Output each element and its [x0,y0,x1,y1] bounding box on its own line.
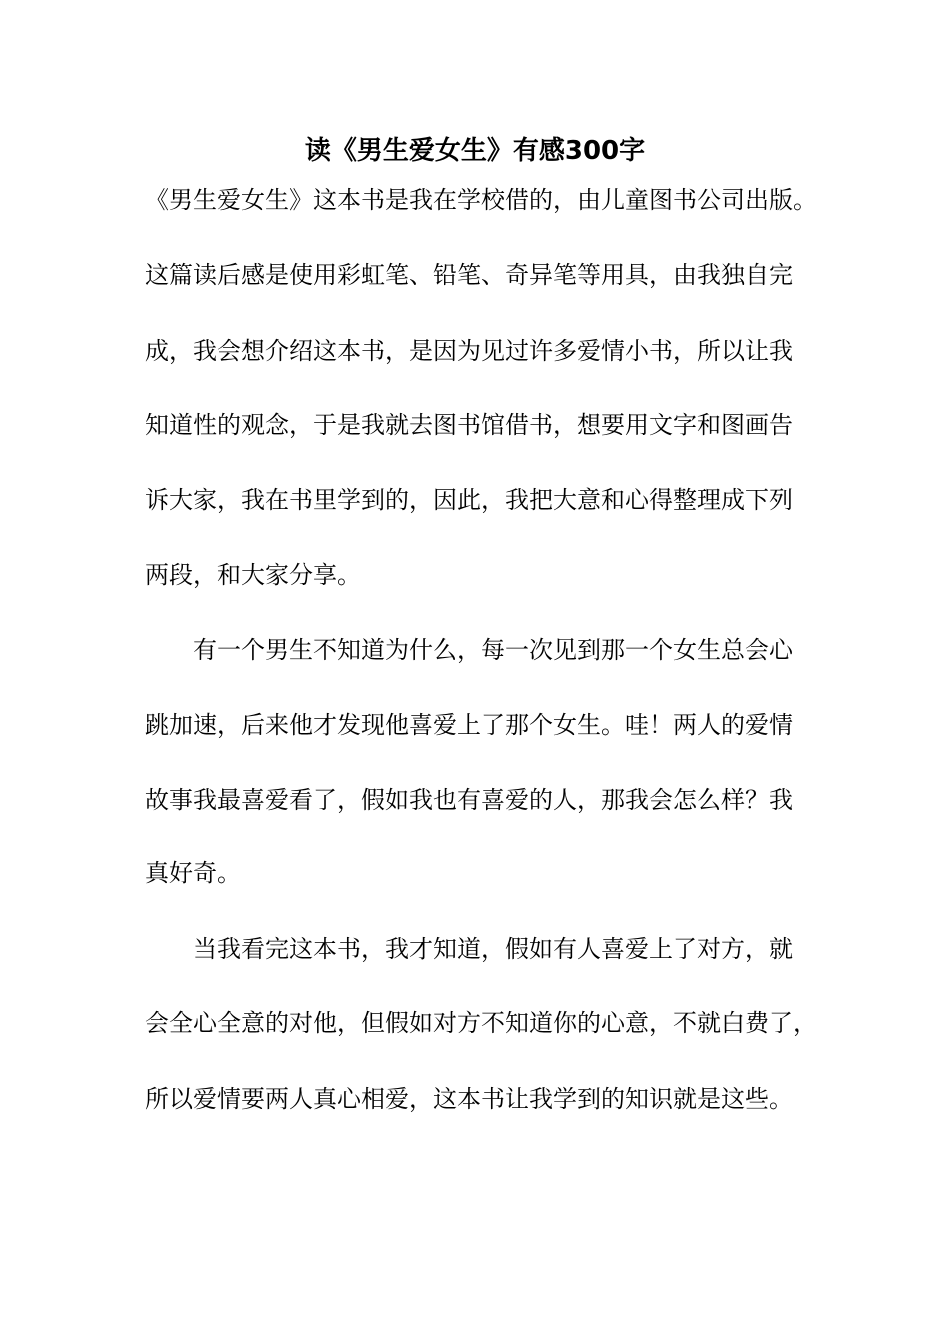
paragraph-line: 诉大家，我在书里学到的，因此，我把大意和心得整理成下列 [145,486,793,514]
paragraph-line: 故事我最喜爱看了，假如我也有喜爱的人，那我会怎么样？我 [145,786,793,814]
paragraph-line: 真好奇。 [145,859,241,887]
paragraph-line: 《男生爱女生》这本书是我在学校借的，由儿童图书公司出版。 [145,186,817,214]
paragraph-line: 这篇读后感是使用彩虹笔、铅笔、奇异笔等用具，由我独自完 [145,261,793,289]
document-title: 读《男生爱女生》有感300字 [304,136,646,166]
paragraph-line: 有一个男生不知道为什么，每一次见到那一个女生总会心 [145,636,793,664]
paragraph-line: 当我看完这本书，我才知道，假如有人喜爱上了对方，就 [145,935,793,963]
paragraph-line: 知道性的观念，于是我就去图书馆借书，想要用文字和图画告 [145,411,793,439]
paragraph-line: 两段，和大家分享。 [145,561,361,589]
paragraph-line: 会全心全意的对他，但假如对方不知道你的心意，不就白费了， [145,1009,817,1037]
paragraph-line: 所以爱情要两人真心相爱，这本书让我学到的知识就是这些。 [145,1085,793,1113]
paragraph-line: 成，我会想介绍这本书，是因为见过许多爱情小书，所以让我 [145,337,793,365]
paragraph-line: 跳加速，后来他才发现他喜爱上了那个女生。哇！两人的爱情 [145,711,793,739]
